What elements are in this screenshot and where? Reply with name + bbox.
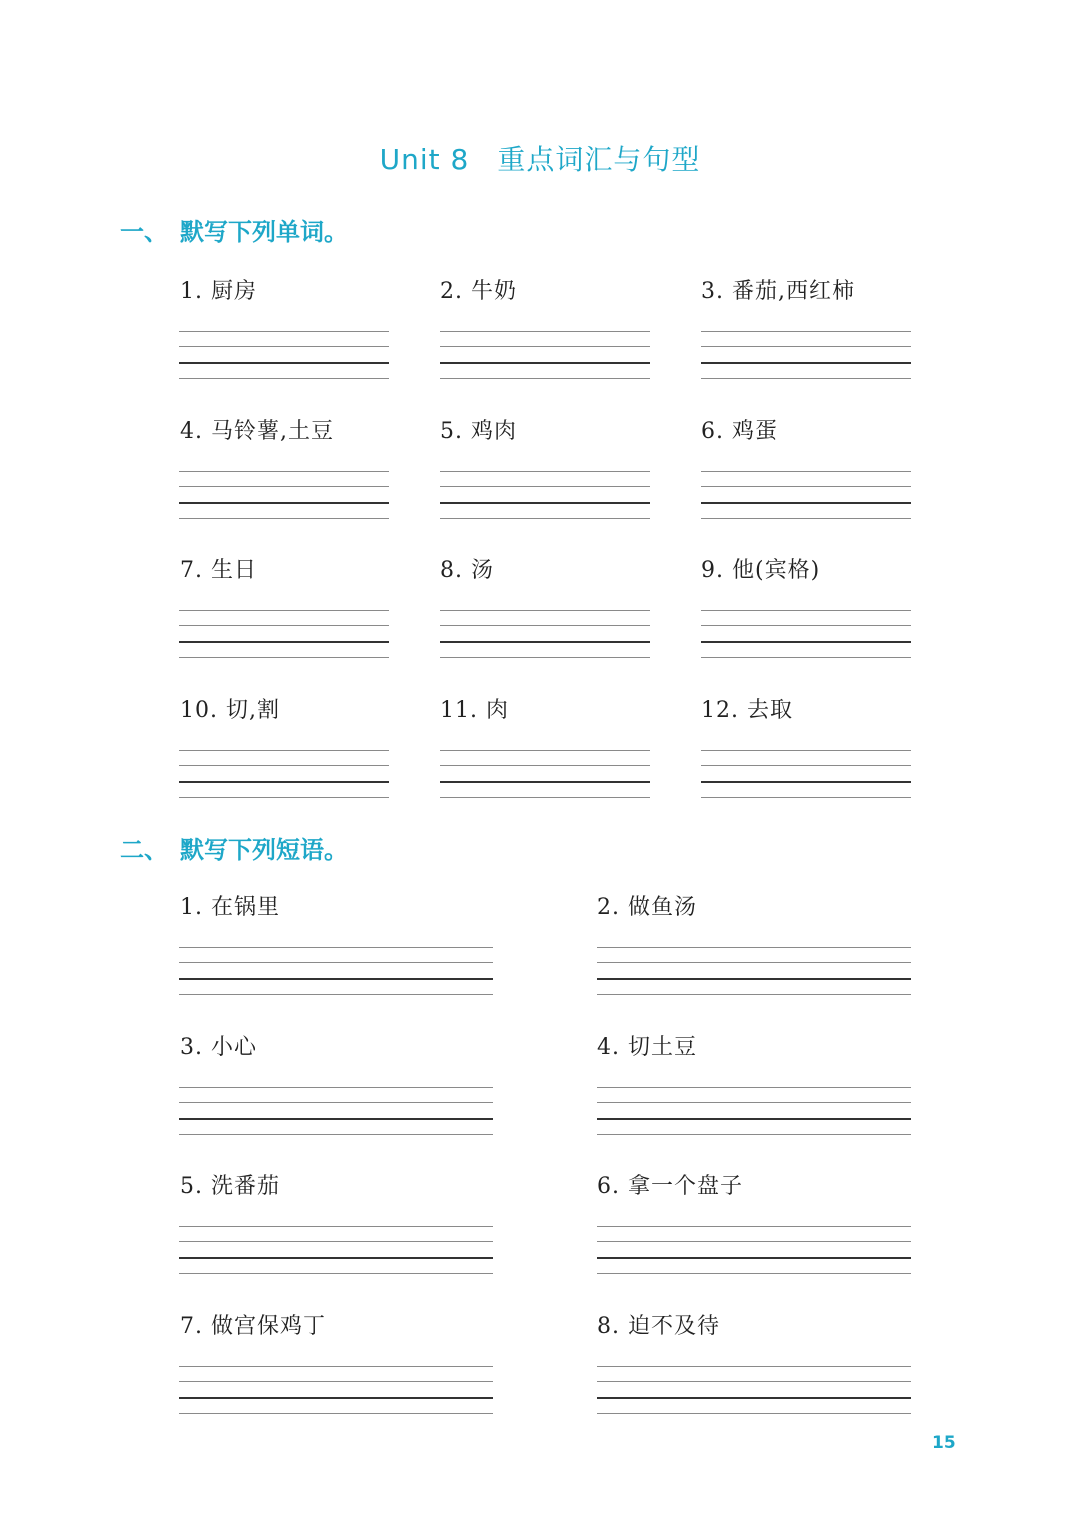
unit-topic: 重点词汇与句型 — [497, 143, 701, 176]
phrase-item-label: 3. 小心 — [180, 1035, 257, 1060]
phrase-item-label: 1. 在锅里 — [180, 895, 280, 920]
writing-lines[interactable] — [597, 1087, 911, 1137]
writing-lines[interactable] — [440, 750, 650, 800]
writing-lines[interactable] — [597, 1226, 911, 1276]
section-1-title: 默写下列单词。 — [180, 218, 348, 246]
writing-lines[interactable] — [179, 331, 389, 381]
word-item-label: 12. 去取 — [701, 698, 793, 723]
word-item-label: 10. 切,割 — [180, 698, 280, 723]
writing-lines[interactable] — [701, 331, 911, 381]
page-title — [0, 138, 1080, 178]
word-item-label: 1. 厨房 — [180, 279, 257, 304]
section-2-number: 二、 — [120, 836, 168, 864]
phrase-item-label: 2. 做鱼汤 — [597, 895, 697, 920]
phrase-item-label: 5. 洗番茄 — [180, 1174, 280, 1199]
word-item-label: 3. 番茄,西红柿 — [701, 279, 855, 304]
word-item-label: 6. 鸡蛋 — [701, 419, 778, 444]
word-item-label: 2. 牛奶 — [440, 279, 517, 304]
word-item-label: 5. 鸡肉 — [440, 419, 517, 444]
word-item-label: 9. 他(宾格) — [701, 558, 821, 583]
word-item-label: 4. 马铃薯,土豆 — [180, 419, 334, 444]
phrase-item-label: 7. 做宫保鸡丁 — [180, 1314, 326, 1339]
writing-lines[interactable] — [701, 750, 911, 800]
writing-lines[interactable] — [597, 947, 911, 997]
writing-lines[interactable] — [597, 1366, 911, 1416]
section-2-heading — [120, 830, 348, 865]
writing-lines[interactable] — [179, 947, 493, 997]
writing-lines[interactable] — [179, 1366, 493, 1416]
writing-lines[interactable] — [440, 471, 650, 521]
phrase-item-label: 4. 切土豆 — [597, 1035, 697, 1060]
writing-lines[interactable] — [179, 1087, 493, 1137]
section-1-number: 一、 — [120, 218, 168, 246]
writing-lines[interactable] — [179, 610, 389, 660]
phrase-item-label: 6. 拿一个盘子 — [597, 1174, 743, 1199]
writing-lines[interactable] — [701, 610, 911, 660]
phrase-item-label: 8. 迫不及待 — [597, 1314, 720, 1339]
writing-lines[interactable] — [440, 331, 650, 381]
word-item-label: 11. 肉 — [440, 698, 509, 723]
section-2-title: 默写下列短语。 — [180, 836, 348, 864]
writing-lines[interactable] — [179, 750, 389, 800]
section-1-heading — [120, 212, 348, 247]
writing-lines[interactable] — [701, 471, 911, 521]
writing-lines[interactable] — [179, 471, 389, 521]
word-item-label: 7. 生日 — [180, 558, 257, 583]
page-number: 15 — [932, 1433, 956, 1453]
writing-lines[interactable] — [440, 610, 650, 660]
unit-label: Unit 8 — [379, 143, 470, 176]
writing-lines[interactable] — [179, 1226, 493, 1276]
word-item-label: 8. 汤 — [440, 558, 494, 583]
